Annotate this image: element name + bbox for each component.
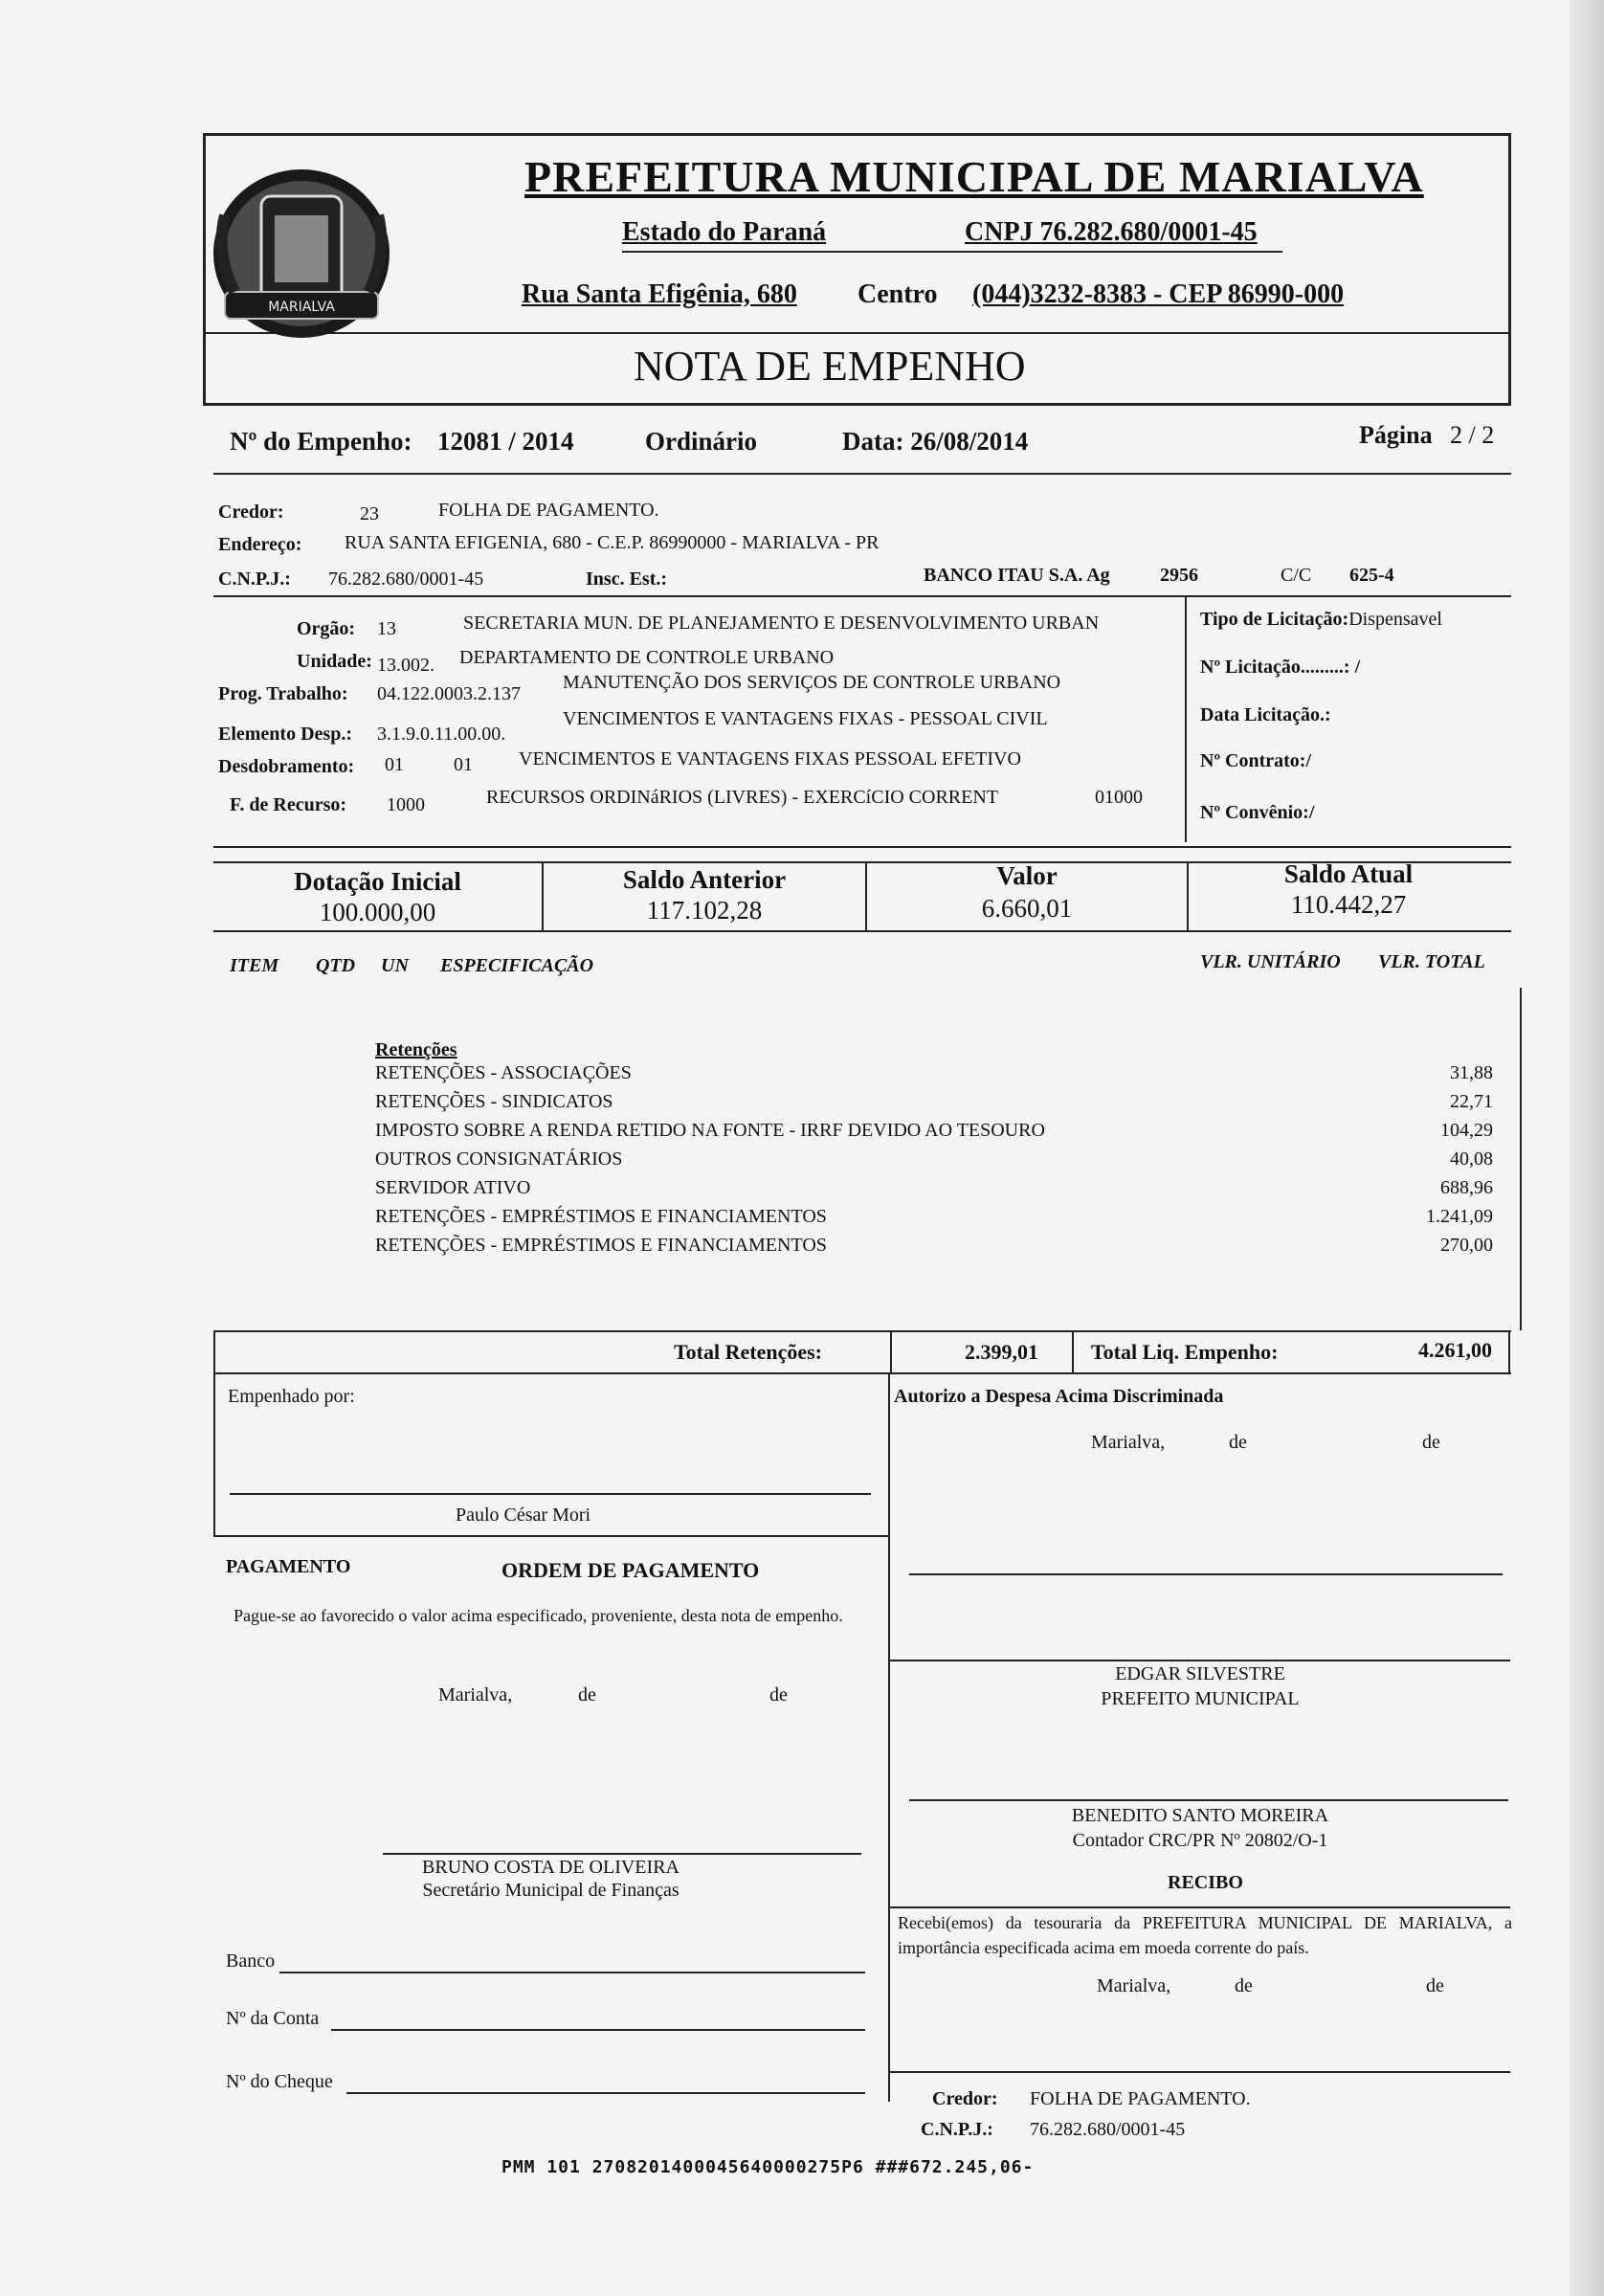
- totals-top: [213, 1330, 1511, 1332]
- pague-text: Pague-se ao favorecido o valor acima especificado, proveniente, desta nota de empenho.: [234, 1606, 843, 1625]
- totals-bottom: [213, 1372, 1511, 1374]
- saldo-anterior-label: Saldo Anterior: [622, 865, 787, 894]
- signature-left-top-border: [213, 1374, 215, 1535]
- fonte-num: 01000: [1095, 787, 1143, 808]
- retencao-desc: OUTROS CONSIGNATÁRIOS: [375, 1148, 623, 1170]
- desdobramento-a: 01: [385, 754, 404, 775]
- autorizo-city: Marialva,: [1091, 1432, 1166, 1453]
- fonte-name: RECURSOS ORDINáRIOS (LIVRES) - EXERCíCIO CORRENT: [486, 787, 999, 808]
- credor-code: 23: [360, 503, 379, 524]
- cc-value: 625-4: [1349, 565, 1394, 586]
- total-retencoes-value: 2.399,01: [965, 1340, 1038, 1364]
- licitacao-num: Nº Licitação.........: /: [1200, 657, 1361, 678]
- final-credor-label: Credor:: [932, 2088, 998, 2109]
- secretario-sign-line: [383, 1853, 861, 1855]
- valor-label: Valor: [996, 861, 1058, 890]
- licitacao-divider: [1185, 597, 1187, 842]
- retencao-value: 104,29: [1440, 1120, 1493, 1141]
- retencao-desc: RETENÇÕES - ASSOCIAÇÕES: [375, 1062, 632, 1083]
- retencao-value: 22,71: [1450, 1091, 1493, 1112]
- svg-text:MARIALVA: MARIALVA: [268, 300, 335, 315]
- recibo-de-2: de: [1426, 1975, 1444, 1996]
- col-qtd: QTD: [316, 955, 356, 976]
- tipo-licitacao-value: Dispensavel: [1348, 609, 1442, 630]
- pagamento-top: [213, 1535, 890, 1537]
- credor-name: FOLHA DE PAGAMENTO.: [438, 500, 659, 521]
- saldos-bottom: [213, 930, 1511, 932]
- totals-sep-2: [1072, 1330, 1074, 1374]
- header-cnpj: CNPJ 76.282.680/0001-45: [965, 217, 1258, 247]
- header-right-border: [1508, 133, 1511, 406]
- cc-label: C/C: [1281, 565, 1312, 586]
- total-retencoes-label: Total Retenções:: [674, 1340, 822, 1364]
- credor-divider: [213, 595, 1511, 597]
- signature-middle-border: [888, 1374, 890, 2102]
- col-vlr-total: VLR. TOTAL: [1378, 951, 1485, 972]
- prefeito-box-top: [890, 1660, 1510, 1661]
- coat-of-arms-seal: [206, 158, 397, 349]
- retencao-desc: RETENÇÕES - SINDICATOS: [375, 1091, 613, 1112]
- pagamento-de-2: de: [769, 1684, 788, 1705]
- prefeito-sign-line: [909, 1573, 1503, 1575]
- orgao-name: SECRETARIA MUN. DE PLANEJAMENTO E DESENVOLVIMENTO URBAN: [463, 613, 1100, 634]
- header-phone-cep: (044)3232-8383 - CEP 86990-000: [972, 279, 1345, 309]
- tipo-licitacao: [1200, 609, 1442, 631]
- header-state: Estado do Paraná: [622, 217, 827, 247]
- licitacao-data: Data Licitação.:: [1200, 704, 1331, 725]
- total-liq-value: 4.261,00: [1418, 1338, 1492, 1362]
- totals-sep-1: [890, 1330, 892, 1374]
- pagamento-de-1: de: [578, 1684, 596, 1705]
- banco-line: [279, 1972, 865, 1973]
- retencao-value: 270,00: [1440, 1235, 1493, 1256]
- bank-name: BANCO ITAU S.A. Ag: [924, 565, 1110, 586]
- tipo-licitacao-label: Tipo de Licitação:: [1200, 609, 1349, 630]
- desdobramento-label: Desdobramento:: [218, 756, 355, 777]
- header-bottom-border: [203, 403, 1511, 406]
- retencao-desc: RETENÇÕES - EMPRÉSTIMOS E FINANCIAMENTOS: [375, 1235, 827, 1256]
- header-title: PREFEITURA MUNICIPAL DE MARIALVA: [524, 152, 1424, 201]
- saldo-anterior-value: 117.102,28: [646, 896, 763, 925]
- elemento-label: Elemento Desp.:: [218, 724, 352, 745]
- empenho-num-label: Nº do Empenho:: [230, 427, 412, 456]
- prefeito-name: EDGAR SILVESTRE: [1115, 1663, 1285, 1684]
- contrato: Nº Contrato:/: [1200, 750, 1312, 771]
- col-item: ITEM: [230, 955, 279, 976]
- unidade-code: 13.002.: [377, 655, 434, 676]
- orgao-code: 13: [377, 618, 396, 639]
- prefeito-role: PREFEITO MUNICIPAL: [1101, 1688, 1300, 1709]
- bank-agency: 2956: [1160, 565, 1198, 586]
- empenho-date: Data: 26/08/2014: [842, 427, 1029, 456]
- elemento-name: VENCIMENTOS E VANTAGENS FIXAS - PESSOAL CIVIL: [563, 708, 1048, 729]
- pagamento-city: Marialva,: [438, 1684, 513, 1705]
- retencao-desc: RETENÇÕES - EMPRÉSTIMOS E FINANCIAMENTOS: [375, 1206, 827, 1227]
- empenhado-sign-line: [230, 1493, 871, 1495]
- recibo-line: [890, 1906, 1510, 1908]
- secretario-name: BRUNO COSTA DE OLIVEIRA: [422, 1857, 679, 1878]
- footer-code: PMM 101 2708201400045640000275P6 ###672.245,06-: [501, 2157, 1035, 2177]
- header-top-border: [203, 133, 1511, 136]
- retencao-desc: IMPOSTO SOBRE A RENDA RETIDO NA FONTE - IRRF DEVIDO AO TESOURO: [375, 1120, 1045, 1141]
- fonte-code: 1000: [387, 794, 425, 815]
- totals-left: [213, 1330, 215, 1374]
- prog-code: 04.122.0003.2.137: [377, 683, 521, 704]
- retencao-desc: SERVIDOR ATIVO: [375, 1177, 531, 1198]
- retencao-value: 40,08: [1450, 1148, 1493, 1170]
- recibo-de-1: de: [1235, 1975, 1253, 1996]
- ordem-pagamento: ORDEM DE PAGAMENTO: [501, 1558, 760, 1582]
- credor-box-top: [890, 2071, 1510, 2073]
- cheque-line: [346, 2092, 865, 2094]
- autorizo-text: Autorizo a Despesa Acima Discriminada: [894, 1386, 1224, 1407]
- retencao-value: 1.241,09: [1426, 1206, 1493, 1227]
- orgao-label: Orgão:: [297, 618, 356, 639]
- contador-role: Contador CRC/PR Nº 20802/O-1: [1072, 1830, 1328, 1851]
- prog-name: MANUTENÇÃO DOS SERVIÇOS DE CONTROLE URBANO: [563, 672, 1061, 693]
- header-district: Centro: [858, 279, 938, 309]
- budget-divider: [213, 846, 1511, 848]
- credor-cnpj-value: 76.282.680/0001-45: [328, 568, 484, 590]
- insc-est-label: Insc. Est.:: [586, 568, 668, 590]
- autorizo-de-2: de: [1422, 1432, 1440, 1453]
- retencao-value: 31,88: [1450, 1062, 1493, 1083]
- col-vlr-unitario: VLR. UNITÁRIO: [1200, 951, 1341, 972]
- retencao-value: 688,96: [1440, 1177, 1493, 1198]
- retencoes-title: Retenções: [375, 1039, 457, 1060]
- saldo-atual-value: 110.442,27: [1290, 890, 1407, 919]
- convenio: Nº Convênio:/: [1200, 802, 1315, 823]
- contador-name: BENEDITO SANTO MOREIRA: [1071, 1805, 1329, 1826]
- elemento-code: 3.1.9.0.11.00.00.: [377, 724, 506, 745]
- conta-line: [331, 2029, 865, 2031]
- recibo-city: Marialva,: [1097, 1975, 1171, 1996]
- credor-cnpj-label: C.N.P.J.:: [218, 568, 291, 590]
- recibo-title: RECIBO: [1168, 1872, 1243, 1893]
- unidade-name: DEPARTAMENTO DE CONTROLE URBANO: [459, 647, 835, 668]
- credor-label: Credor:: [218, 502, 284, 523]
- empenhado-name: Paulo César Mori: [456, 1505, 591, 1526]
- secretario-role: Secretário Municipal de Finanças: [422, 1880, 679, 1901]
- header-divider: [203, 332, 1511, 334]
- recibo-text: Recebi(emos) da tesouraria da PREFEITURA MUNICIPAL DE MARIALVA, a importância especificada acima em moeda corrente do país.: [898, 1913, 1512, 1957]
- prog-label: Prog. Trabalho:: [218, 683, 348, 704]
- total-liq-label: Total Liq. Empenho:: [1091, 1340, 1279, 1364]
- final-cnpj-label: C.N.P.J.:: [921, 2119, 993, 2140]
- final-credor-value: FOLHA DE PAGAMENTO.: [1030, 2088, 1251, 2109]
- scan-edge: [1570, 0, 1604, 2296]
- contador-sign-line: [909, 1799, 1508, 1801]
- conta-label: Nº da Conta: [226, 2008, 320, 2029]
- page-value: 2 / 2: [1450, 421, 1495, 449]
- desdobramento-b: 01: [454, 754, 473, 775]
- autorizo-de-1: de: [1229, 1432, 1247, 1453]
- page-label: Página: [1359, 421, 1433, 449]
- desdobramento-name: VENCIMENTOS E VANTAGENS FIXAS PESSOAL EFETIVO: [519, 748, 1021, 769]
- empenho-num-value: 12081 / 2014: [437, 427, 574, 456]
- items-right-border: [1520, 988, 1522, 1330]
- endereco-label: Endereço:: [218, 534, 302, 555]
- final-cnpj-value: 76.282.680/0001-45: [1030, 2119, 1186, 2140]
- dotacao-value: 100.000,00: [319, 898, 436, 926]
- doc-title: NOTA DE EMPENHO: [634, 343, 1026, 390]
- endereco-value: RUA SANTA EFIGENIA, 680 - C.E.P. 86990000 - MARIALVA - PR: [345, 532, 880, 553]
- totals-right: [1508, 1330, 1510, 1374]
- col-especificacao: ESPECIFICAÇÃO: [440, 955, 594, 976]
- fonte-label: F. de Recurso:: [230, 794, 347, 815]
- empenhado-label: Empenhado por:: [228, 1386, 355, 1407]
- saldo-atual-label: Saldo Atual: [1283, 859, 1414, 888]
- pagamento-label: PAGAMENTO: [226, 1556, 351, 1577]
- dotacao-label: Dotação Inicial: [294, 867, 461, 896]
- empenho-divider: [213, 473, 1511, 475]
- banco-label: Banco: [226, 1950, 276, 1972]
- cheque-label: Nº do Cheque: [226, 2071, 333, 2092]
- empenho-type: Ordinário: [645, 427, 758, 456]
- header-address: Rua Santa Efigênia, 680: [522, 279, 797, 309]
- col-un: UN: [381, 955, 409, 976]
- unidade-label: Unidade:: [297, 651, 372, 672]
- valor-value: 6.660,01: [981, 894, 1073, 923]
- state-underline: [622, 251, 1282, 253]
